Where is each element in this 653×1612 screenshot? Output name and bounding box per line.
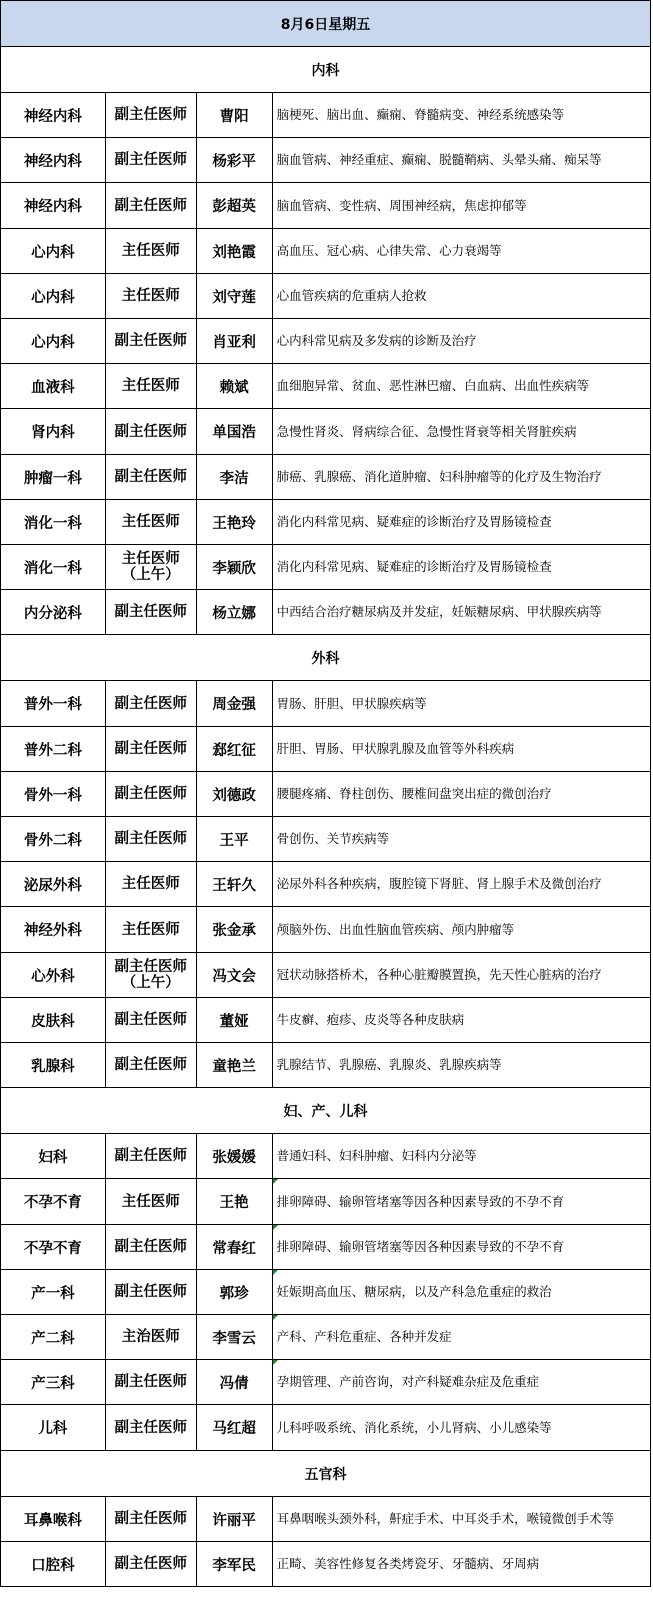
specialty-cell <box>273 727 651 771</box>
doctor-name-text: 杨彩平 <box>212 153 256 170</box>
specialty-text: 消化内科常见病、疑难症的诊断治疗及胃肠镜检查 <box>276 559 552 574</box>
specialty-cell <box>273 364 651 408</box>
department-cell <box>1 183 106 228</box>
table-row <box>0 1043 651 1088</box>
doctor-title-text: 主任医师 <box>121 921 180 938</box>
department-text: 骨外一科 <box>23 787 82 804</box>
department-text: 消化一科 <box>23 515 82 532</box>
table-row <box>0 590 651 635</box>
doctor-name-cell <box>197 1497 273 1541</box>
doctor-title-text: 副主任医师 <box>114 1239 188 1255</box>
department-text: 皮肤科 <box>31 1013 75 1030</box>
doctor-name-cell <box>197 1315 273 1359</box>
doctor-title-cell <box>106 1134 197 1178</box>
specialty-cell <box>273 1497 651 1541</box>
specialty-cell <box>273 1270 651 1314</box>
doctor-title-text: 主任医师 <box>121 876 180 892</box>
department-cell <box>1 1225 106 1269</box>
doctor-name-text: 刘守莲 <box>212 289 256 306</box>
doctor-name-cell <box>197 1179 273 1224</box>
doctor-title-text: 主任医师 <box>121 514 180 530</box>
table-row <box>0 500 651 545</box>
doctor-name-text: 郄红征 <box>212 742 256 759</box>
section-header <box>0 1451 651 1497</box>
specialty-text: 乳腺结节、乳腺癌、乳腺炎、乳腺疾病等 <box>276 1057 502 1072</box>
specialty-text: 泌尿外科各种疾病，腹腔镜下肾脏、肾上腺手术及微创治疗 <box>276 876 602 891</box>
doctor-title-cell <box>106 138 197 182</box>
doctor-title-cell <box>106 93 197 137</box>
doctor-name-cell <box>197 590 273 634</box>
doctor-name-cell <box>197 319 273 363</box>
department-cell <box>1 681 106 726</box>
doctor-title-cell <box>106 1497 197 1541</box>
doctor-name-text: 刘艳霞 <box>212 244 256 261</box>
doctor-title-text: 副主任医师 <box>114 469 188 485</box>
doctor-title-text: 主任医师 <box>121 378 180 394</box>
doctor-name-text: 赖斌 <box>219 379 249 396</box>
department-text: 神经内科 <box>23 108 82 125</box>
doctor-name-text: 冯倩 <box>219 1375 249 1392</box>
section-header <box>0 635 651 681</box>
department-cell <box>1 1542 106 1586</box>
department-cell <box>1 1134 106 1178</box>
doctor-name-text: 彭超英 <box>212 199 256 215</box>
section-header <box>0 47 651 93</box>
department-text: 不孕不育 <box>23 1195 82 1211</box>
department-cell <box>1 1315 106 1359</box>
doctor-name-cell <box>197 409 273 454</box>
specialty-cell <box>273 1405 651 1450</box>
doctor-name-text: 曹阳 <box>219 108 249 125</box>
doctor-name-cell <box>197 953 273 997</box>
doctor-title-cell <box>106 1270 197 1314</box>
specialty-text: 胃肠、肝胆、甲状腺疾病等 <box>276 695 427 711</box>
doctor-title-cell <box>106 1360 197 1404</box>
table-row <box>0 93 651 138</box>
doctor-name-text: 李洁 <box>219 470 249 487</box>
doctor-title-text: 主治医师 <box>121 1329 180 1345</box>
table-row <box>0 1315 651 1360</box>
doctor-name-cell <box>197 455 273 499</box>
specialty-cell <box>273 93 651 137</box>
doctor-name-text: 冯文会 <box>212 968 256 985</box>
department-cell <box>1 1360 106 1404</box>
doctor-title-text: 副主任医师 <box>114 786 188 802</box>
table-row <box>0 545 651 590</box>
specialty-cell <box>273 274 651 318</box>
department-cell <box>1 138 106 182</box>
doctor-title-cell <box>106 319 197 363</box>
table-row <box>0 681 651 727</box>
doctor-name-cell <box>197 364 273 408</box>
department-text: 心内科 <box>31 244 75 261</box>
doctor-name-cell <box>197 817 273 861</box>
department-text: 乳腺科 <box>31 1058 75 1075</box>
doctor-title-cell <box>106 817 197 861</box>
specialty-cell <box>273 907 651 952</box>
specialty-text: 消化内科常见病、疑难症的诊断治疗及胃肠镜检查 <box>276 514 552 529</box>
doctor-name-text: 李颖欣 <box>212 560 256 577</box>
doctor-title-cell <box>106 1043 197 1087</box>
doctor-title-text: 副主任医师 <box>114 1419 188 1436</box>
doctor-name-text: 童艳兰 <box>212 1058 256 1075</box>
doctor-name-cell <box>197 183 273 228</box>
doctor-name-cell <box>197 998 273 1042</box>
doctor-title-text: 副主任医师 <box>114 695 188 712</box>
specialty-cell <box>273 1225 651 1269</box>
doctor-name-text: 郭珍 <box>219 1285 249 1302</box>
table-row <box>0 409 651 455</box>
doctor-title-cell <box>106 953 197 997</box>
department-text: 神经外科 <box>23 923 82 939</box>
doctor-title-text: 副主任医师 （上午） <box>114 959 188 991</box>
doctor-title-cell <box>106 1225 197 1269</box>
doctor-title-cell <box>106 590 197 634</box>
doctor-title-text: 副主任医师 <box>114 1012 188 1028</box>
department-cell <box>1 93 106 137</box>
department-text: 普外一科 <box>23 697 82 713</box>
doctor-name-text: 许丽平 <box>212 1512 256 1529</box>
department-text: 肿瘤一科 <box>23 470 82 487</box>
department-cell <box>1 862 106 906</box>
doctor-title-text: 副主任医师 <box>114 831 188 847</box>
specialty-text: 儿科呼吸系统、消化系统，小儿肾病、小儿感染等 <box>276 1419 552 1435</box>
department-text: 妇科 <box>38 1149 68 1166</box>
specialty-text: 脑血管病、变性病、周围神经病，焦虑抑郁等 <box>276 197 527 213</box>
table-row <box>0 138 651 183</box>
specialty-cell <box>273 590 651 634</box>
doctor-title-text: 副主任医师 <box>114 1057 188 1073</box>
specialty-cell <box>273 772 651 816</box>
table-row <box>0 772 651 817</box>
specialty-cell <box>273 409 651 454</box>
specialty-text: 血细胞异常、贫血、恶性淋巴瘤、白血病、出血性疾病等 <box>276 378 590 393</box>
specialty-cell <box>273 681 651 726</box>
specialty-text: 妊娠期高血压、糖尿病，以及产科急危重症的救治 <box>276 1284 552 1299</box>
department-cell <box>1 500 106 544</box>
department-text: 肾内科 <box>31 425 75 441</box>
specialty-text: 颅脑外伤、出血性脑血管疾病、颅内肿瘤等 <box>276 921 515 937</box>
table-row <box>0 1179 651 1225</box>
doctor-title-cell <box>106 500 197 544</box>
doctor-name-cell <box>197 1542 273 1586</box>
specialty-text: 牛皮癣、疱疹、皮炎等各种皮肤病 <box>276 1012 465 1027</box>
doctor-title-text: 副主任医师 <box>114 1284 188 1300</box>
doctor-title-text: 副主任医师 <box>114 1511 188 1527</box>
department-text: 儿科 <box>38 1421 68 1437</box>
doctor-title-cell <box>106 455 197 499</box>
specialty-cell <box>273 817 651 861</box>
specialty-cell <box>273 1542 651 1586</box>
specialty-cell <box>273 183 651 228</box>
doctor-title-cell <box>106 229 197 273</box>
specialty-text: 耳鼻咽喉头颈外科，鼾症手术、中耳炎手术，喉镜微创手术等 <box>276 1511 615 1526</box>
specialty-cell <box>273 455 651 499</box>
department-cell <box>1 409 106 454</box>
doctor-name-cell <box>197 862 273 906</box>
doctor-title-text: 主任医师 （上午） <box>121 551 180 583</box>
page-title: 8月6日星期五 <box>1 1 651 46</box>
table-row <box>0 1542 651 1587</box>
department-cell <box>1 1179 106 1224</box>
doctor-name-cell <box>197 1360 273 1404</box>
table-row <box>0 727 651 772</box>
department-cell <box>1 1405 106 1450</box>
doctor-name-text: 李雪云 <box>212 1330 256 1347</box>
doctor-name-cell <box>197 1270 273 1314</box>
department-text: 内分泌科 <box>23 605 82 622</box>
doctor-name-text: 周金强 <box>212 697 256 713</box>
doctor-name-cell <box>197 1225 273 1269</box>
doctor-title-cell <box>106 364 197 408</box>
specialty-text: 中西结合治疗糖尿病及并发症，妊娠糖尿病、甲状腺疾病等 <box>276 604 602 619</box>
table-row <box>0 455 651 500</box>
doctor-name-cell <box>197 772 273 816</box>
doctor-name-text: 马红超 <box>212 1421 256 1437</box>
section-title: 内科 <box>1 47 651 92</box>
table-row <box>0 274 651 319</box>
specialty-text: 排卵障碍、输卵管堵塞等因各种因素导致的不孕不育 <box>276 1193 565 1209</box>
specialty-cell <box>273 1043 651 1087</box>
specialty-text: 脑梗死、脑出血、癫痫、脊髓病变、神经系统感染等 <box>276 107 565 122</box>
specialty-text: 脑血管病、神经重症、癫痫、脱髓鞘病、头晕头痛、痴呆等 <box>276 152 602 167</box>
doctor-title-cell <box>106 727 197 771</box>
department-text: 心外科 <box>31 968 75 985</box>
specialty-text: 急慢性肾炎、肾病综合征、急慢性肾衰等相关肾脏疾病 <box>276 423 577 439</box>
specialty-text: 冠状动脉搭桥术，各种心脏瓣膜置换，先天性心脏病的治疗 <box>276 967 602 982</box>
doctor-title-text: 副主任医师 <box>114 197 188 214</box>
table-row <box>0 998 651 1043</box>
department-text: 口腔科 <box>31 1557 75 1574</box>
department-cell <box>1 953 106 997</box>
department-text: 耳鼻喉科 <box>23 1512 82 1529</box>
doctor-title-text: 副主任医师 <box>114 1374 188 1390</box>
department-cell <box>1 364 106 408</box>
doctor-title-cell <box>106 409 197 454</box>
department-cell <box>1 772 106 816</box>
table-row <box>0 364 651 409</box>
doctor-name-text: 常春红 <box>212 1240 256 1257</box>
specialty-cell <box>273 953 651 997</box>
doctor-name-cell <box>197 93 273 137</box>
specialty-cell <box>273 545 651 589</box>
doctor-name-text: 董娅 <box>219 1013 249 1030</box>
department-text: 消化一科 <box>23 560 82 577</box>
doctor-name-text: 王艳玲 <box>212 515 256 532</box>
specialty-cell <box>273 1134 651 1178</box>
doctor-title-cell <box>106 862 197 906</box>
table-row <box>0 229 651 274</box>
doctor-name-cell <box>197 138 273 182</box>
doctor-title-cell <box>106 1315 197 1359</box>
department-cell <box>1 1270 106 1314</box>
doctor-title-cell <box>106 998 197 1042</box>
doctor-title-cell <box>106 907 197 952</box>
department-text: 普外二科 <box>23 742 82 759</box>
table-row <box>0 862 651 907</box>
specialty-cell <box>273 998 651 1042</box>
doctor-name-cell <box>197 1134 273 1178</box>
doctor-name-cell <box>197 274 273 318</box>
specialty-text: 肺癌、乳腺癌、消化道肿瘤、妇科肿瘤等的化疗及生物治疗 <box>276 469 602 484</box>
doctor-name-cell <box>197 500 273 544</box>
doctor-title-text: 主任医师 <box>121 1193 180 1210</box>
specialty-cell <box>273 319 651 363</box>
department-cell <box>1 455 106 499</box>
doctor-name-cell <box>197 1043 273 1087</box>
specialty-text: 孕期管理、产前咨询，对产科疑难杂症及危重症 <box>276 1374 540 1389</box>
specialty-text: 产科、产科危重症、各种并发症 <box>276 1329 452 1344</box>
table-row <box>0 907 651 953</box>
doctor-title-cell <box>106 1405 197 1450</box>
doctor-title-text: 副主任医师 <box>114 423 188 440</box>
department-text: 骨外二科 <box>23 832 82 849</box>
department-text: 产一科 <box>31 1285 75 1302</box>
department-text: 神经内科 <box>23 199 82 215</box>
specialty-text: 高血压、冠心病、心律失常、心力衰竭等 <box>276 243 502 258</box>
department-text: 泌尿外科 <box>23 877 82 894</box>
specialty-text: 骨创伤、关节疾病等 <box>276 831 390 846</box>
department-cell <box>1 590 106 634</box>
doctor-title-cell <box>106 183 197 228</box>
doctor-name-cell <box>197 907 273 952</box>
department-cell <box>1 1043 106 1087</box>
specialty-text: 心血管疾病的危重病人抢救 <box>276 288 427 303</box>
doctor-title-cell <box>106 1542 197 1586</box>
doctor-title-text: 副主任医师 <box>114 741 188 757</box>
department-cell <box>1 907 106 952</box>
doctor-title-text: 副主任医师 <box>114 107 188 123</box>
doctor-title-text: 副主任医师 <box>114 1148 188 1164</box>
specialty-text: 心内科常见病及多发病的诊断及治疗 <box>276 333 477 348</box>
specialty-cell <box>273 862 651 906</box>
department-cell <box>1 229 106 273</box>
table-row <box>0 1270 651 1315</box>
table-row <box>0 1497 651 1542</box>
table-row <box>0 953 651 998</box>
doctor-title-text: 副主任医师 <box>114 604 188 620</box>
table-row <box>0 1225 651 1270</box>
doctor-title-cell <box>106 681 197 726</box>
table-row <box>0 319 651 364</box>
table-row <box>0 1405 651 1451</box>
doctor-title-text: 主任医师 <box>121 243 180 259</box>
department-cell <box>1 319 106 363</box>
department-text: 心内科 <box>31 334 75 351</box>
department-cell <box>1 545 106 589</box>
specialty-cell <box>273 500 651 544</box>
specialty-text: 普通妇科、妇科肿瘤、妇科内分泌等 <box>276 1148 477 1163</box>
department-cell <box>1 817 106 861</box>
specialty-text: 肝胆、胃肠、甲状腺乳腺及血管等外科疾病 <box>276 741 515 756</box>
specialty-cell <box>273 1179 651 1224</box>
doctor-name-text: 张媛媛 <box>212 1149 256 1166</box>
section-title: 外科 <box>1 635 651 680</box>
doctor-name-text: 王轩久 <box>212 877 256 894</box>
specialty-text: 正畸、美容性修复各类烤瓷牙、牙髓病、牙周病 <box>276 1556 540 1571</box>
doctor-title-cell <box>106 274 197 318</box>
doctor-name-text: 杨立娜 <box>212 605 256 622</box>
doctor-title-cell <box>106 545 197 589</box>
doctor-name-text: 张金承 <box>212 923 256 939</box>
specialty-cell <box>273 229 651 273</box>
department-cell <box>1 1497 106 1541</box>
title-row <box>0 0 651 47</box>
department-text: 产二科 <box>31 1330 75 1347</box>
doctor-name-text: 王平 <box>219 832 249 849</box>
doctor-title-text: 主任医师 <box>121 288 180 304</box>
department-text: 不孕不育 <box>23 1240 82 1257</box>
doctor-name-text: 李军民 <box>212 1557 256 1574</box>
specialty-cell <box>273 1315 651 1359</box>
department-cell <box>1 998 106 1042</box>
department-text: 神经内科 <box>23 153 82 170</box>
table-row <box>0 1360 651 1405</box>
specialty-text: 排卵障碍、输卵管堵塞等因各种因素导致的不孕不育 <box>276 1239 565 1254</box>
doctor-name-cell <box>197 229 273 273</box>
specialty-text: 腰腿疼痛、脊柱创伤、腰椎间盘突出症的微创治疗 <box>276 786 552 801</box>
table-row <box>0 817 651 862</box>
doctor-name-cell <box>197 681 273 726</box>
doctor-title-text: 副主任医师 <box>114 152 188 168</box>
department-text: 心内科 <box>31 289 75 306</box>
specialty-cell <box>273 138 651 182</box>
doctor-name-text: 刘德政 <box>212 787 256 804</box>
doctor-name-text: 王艳 <box>219 1195 249 1211</box>
section-title: 妇、产、儿科 <box>1 1088 651 1133</box>
department-text: 血液科 <box>31 379 75 396</box>
doctor-title-cell <box>106 1179 197 1224</box>
doctor-name-cell <box>197 727 273 771</box>
doctor-name-text: 肖亚利 <box>212 334 256 351</box>
department-text: 产三科 <box>31 1375 75 1392</box>
doctor-title-cell <box>106 772 197 816</box>
doctor-name-text: 单国浩 <box>212 425 256 441</box>
doctor-title-text: 副主任医师 <box>114 333 188 349</box>
table-row <box>0 183 651 229</box>
specialty-cell <box>273 1360 651 1404</box>
table-row <box>0 1134 651 1179</box>
section-header <box>0 1088 651 1134</box>
doctor-title-text: 副主任医师 <box>114 1556 188 1572</box>
department-cell <box>1 727 106 771</box>
doctor-name-cell <box>197 1405 273 1450</box>
department-cell <box>1 274 106 318</box>
doctor-name-cell <box>197 545 273 589</box>
section-title: 五官科 <box>1 1451 651 1496</box>
